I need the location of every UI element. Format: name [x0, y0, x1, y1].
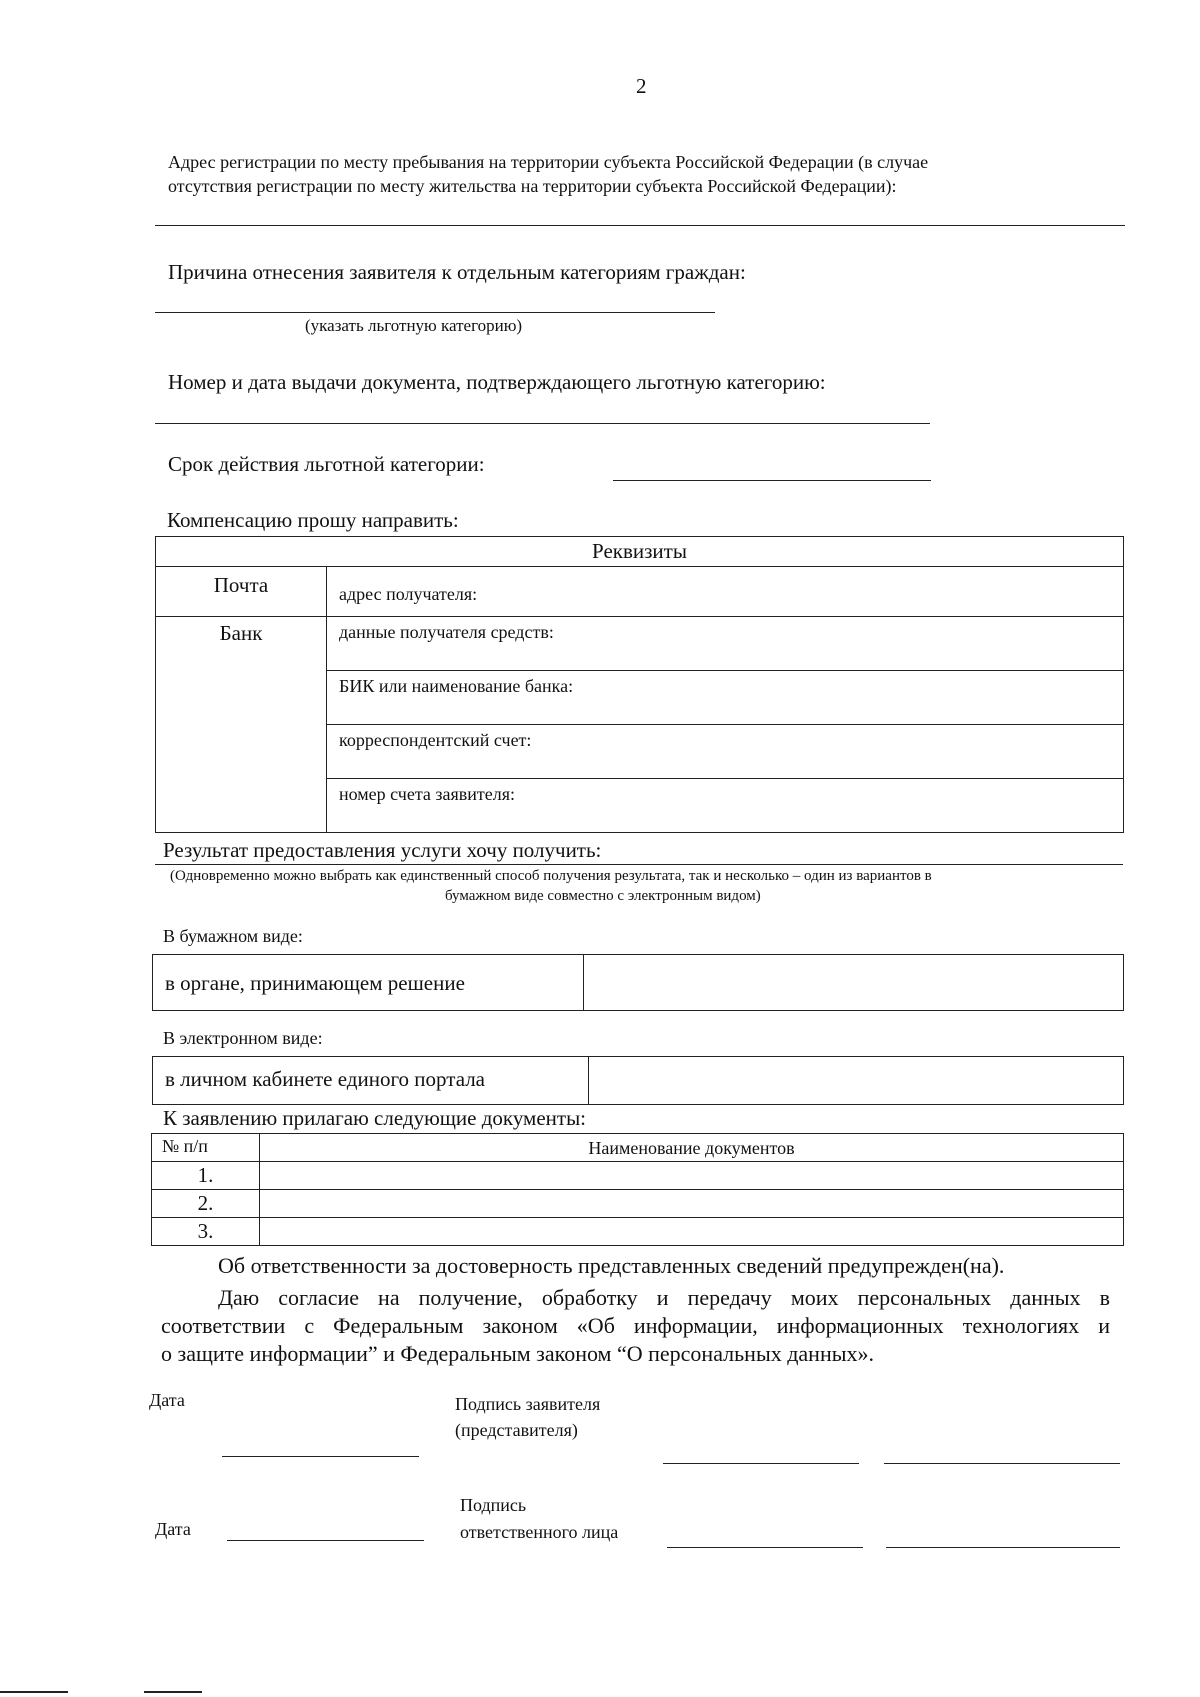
page-number: 2 [636, 74, 647, 98]
electronic-option-label: в личном кабинете единого портала [153, 1057, 589, 1105]
attachment-row-num: 2. [152, 1190, 260, 1218]
result-label: Результат предоставления услуги хочу получить: [163, 838, 602, 862]
bank-label: Банк [156, 617, 327, 833]
date-label-1: Дата [149, 1390, 185, 1410]
document-number-input-line[interactable] [155, 423, 930, 424]
attachments-label: К заявлению прилагаю следующие документы: [163, 1106, 587, 1130]
consent-line1: Даю согласие на получение, обработку и передачу моих персональных данных в [218, 1285, 1110, 1310]
bank-recipient-field[interactable]: данные получателя средств: [327, 617, 1124, 671]
attachments-table [151, 1133, 1124, 1246]
scan-artifact-line [0, 1691, 68, 1693]
category-reason-input-line[interactable] [155, 312, 715, 313]
attachment-row-name[interactable] [260, 1218, 1124, 1246]
date-label-2: Дата [155, 1519, 191, 1539]
official-name-line[interactable] [886, 1547, 1120, 1548]
mail-label: Почта [156, 567, 327, 617]
official-signature-label-line2: ответственного лица [460, 1522, 619, 1542]
address-input-line[interactable] [155, 225, 1125, 226]
attachment-row-num: 3. [152, 1218, 260, 1246]
applicant-signature-label-line1: Подпись заявителя [455, 1394, 601, 1414]
attachment-row-name[interactable] [260, 1162, 1124, 1190]
electronic-label: В электронном виде: [163, 1028, 323, 1048]
attachments-col-name: Наименование документов [260, 1134, 1124, 1162]
attachment-row-num: 1. [152, 1162, 260, 1190]
result-note-line1: (Одновременно можно выбрать как единственный способ получения результата, так и несколько – один из вариантов в [170, 868, 932, 884]
bank-bik-field[interactable]: БИК или наименование банка: [327, 671, 1124, 725]
date-input-line-1[interactable] [222, 1456, 419, 1457]
address-label-line1: Адрес регистрации по месту пребывания на территории субъекта Российской Федерации (в случае [168, 152, 929, 172]
category-reason-label: Причина отнесения заявителя к отдельным категориям граждан: [168, 260, 746, 284]
result-underline [155, 864, 1123, 865]
document-number-label: Номер и дата выдачи документа, подтверждающего льготную категорию: [168, 370, 826, 394]
validity-label: Срок действия льготной категории: [168, 452, 485, 476]
bank-corr-account-field[interactable]: корреспондентский счет: [327, 725, 1124, 779]
paper-option-label: в органе, принимающем решение [153, 955, 584, 1011]
compensation-table [155, 536, 1124, 833]
paper-option-table [152, 954, 1124, 1011]
official-signature-label-line1: Подпись [460, 1495, 527, 1515]
consent-line2: соответствии с Федеральным законом «Об информации, информационных технологиях и [161, 1313, 1110, 1338]
electronic-option-checkbox[interactable] [589, 1057, 1124, 1105]
responsibility-statement: Об ответственности за достоверность представленных сведений предупрежден(на). [218, 1253, 1005, 1278]
official-signature-line[interactable] [667, 1547, 863, 1548]
address-label-line2: отсутствия регистрации по месту жительства на территории субъекта Российской Федерации): [168, 176, 897, 196]
consent-line3: о защите информации” и Федеральным законом “О персональных данных». [161, 1341, 875, 1366]
requisites-header: Реквизиты [156, 537, 1124, 567]
paper-option-checkbox[interactable] [584, 955, 1124, 1011]
applicant-signature-label-line2: (представителя) [455, 1420, 578, 1440]
bank-account-field[interactable]: номер счета заявителя: [327, 779, 1124, 833]
validity-input-line[interactable] [613, 480, 931, 481]
applicant-name-line[interactable] [884, 1463, 1120, 1464]
date-input-line-2[interactable] [227, 1540, 424, 1541]
scan-artifact-line [144, 1691, 202, 1693]
applicant-signature-line[interactable] [663, 1463, 859, 1464]
paper-label: В бумажном виде: [163, 926, 303, 946]
compensation-label: Компенсацию прошу направить: [167, 508, 459, 532]
category-reason-hint: (указать льготную категорию) [305, 316, 523, 335]
mail-address-field[interactable]: адрес получателя: [327, 567, 1124, 617]
electronic-option-table [152, 1056, 1124, 1105]
attachments-col-num: № п/п [152, 1134, 260, 1162]
attachment-row-name[interactable] [260, 1190, 1124, 1218]
result-note-line2: бумажном виде совместно с электронным видом) [445, 888, 761, 904]
